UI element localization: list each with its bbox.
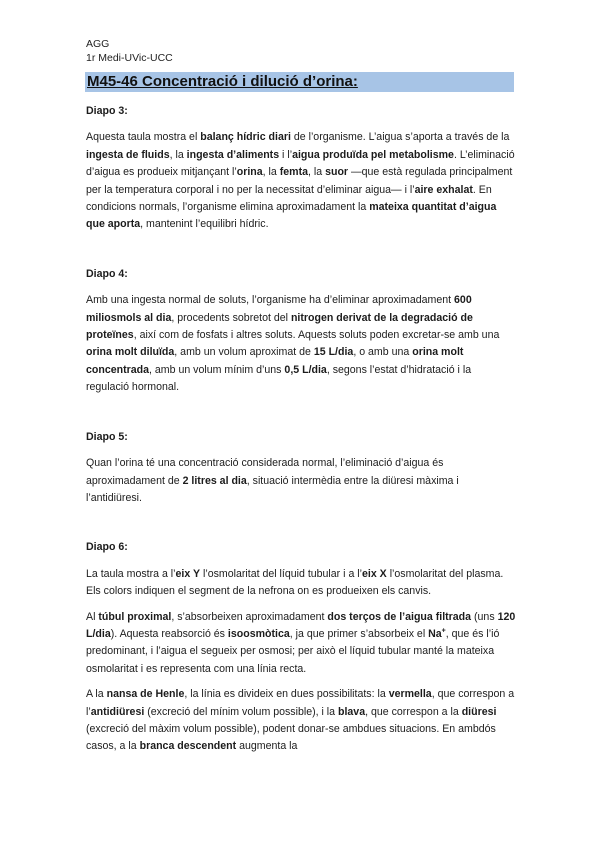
section-heading-diapo-4: Diapo 4: (86, 267, 128, 280)
header-author: AGG (86, 38, 110, 50)
page-title: M45-46 Concentració i dilució d’orina: (87, 73, 358, 90)
paragraph-diapo-4: Amb una ingesta normal de soluts, l’organisme ha d’eliminar aproximadament 600 miliosmols al dia, procedents sobretot del nitrogen derivat de la degradació de proteïnes, així com de fosfats i altres soluts. Aquests soluts poden excretar-se amb una orina molt diluïda, amb un volum aproximat de 15 L/dia, o amb una orina molt concentrada, amb un volum mínim d’uns 0,5 L/dia, segons l’estat d’hidratació i la regulació hormonal. (86, 294, 500, 394)
section-heading-diapo-3: Diapo 3: (86, 105, 128, 117)
section-heading-diapo-6: Diapo 6: (86, 541, 128, 554)
paragraph-diapo-6-henle: A la nansa de Henle, la línia es divideix en dues possibilitats: la vermella, que correspon a l’antidiüresi (excreció del mínim volum possible), i la blava, que correspon a la diüresi (excreció del màxim volum possible), podent donar-se ambdues situacions. En ambdós casos, a la branca descendent augmenta la (86, 688, 515, 753)
paragraph-diapo-3: Aquesta taula mostra el balanç hídric diari de l’organisme. L’aigua s’aporta a través de la ingesta de fluids, la ingesta d’aliments i l’aigua produïda pel metabolisme. L’eliminació d’aigua es produeix mitjançant l’orina, la femta, la suor —que està regulada principalment per la temperatura corporal i no per la necessitat d’eliminar aigua— i l’aire exhalat. En condicions normals, l’organisme elimina aproximadament la mateixa quantitat d’aigua que aporta, mantenint l’equilibri hídric. (86, 131, 515, 231)
paragraph-diapo-6-proximal: Al túbul proximal, s’absorbeixen aproximadament dos terços de l’aigua filtrada (uns 120 L/dia). Aquesta reabsorció és isoosmòtica, ja que primer s’absorbeix el Na+, que és l’ió predominant, i l’aigua el segueix per osmosi; per això el líquid tubular manté la mateixa osmolaritat i es representa com una línia recta. (86, 610, 516, 675)
paragraph-diapo-6-axes: La taula mostra a l’eix Y l’osmolaritat del líquid tubular i a l’eix X l’osmolaritat del plasma. Els colors indiquen el segment de la nefrona on es produeixen els canvis. (86, 567, 504, 598)
header-course: 1r Medi-UVic-UCC (86, 52, 173, 64)
document-body (86, 103, 516, 764)
section-heading-diapo-5: Diapo 5: (86, 430, 128, 443)
paragraph-diapo-5: Quan l’orina té una concentració considerada normal, l’eliminació d’aigua és aproximadament de 2 litres al dia, situació intermèdia entre la diüresi màxima i l’antidiüresi. (86, 457, 459, 504)
